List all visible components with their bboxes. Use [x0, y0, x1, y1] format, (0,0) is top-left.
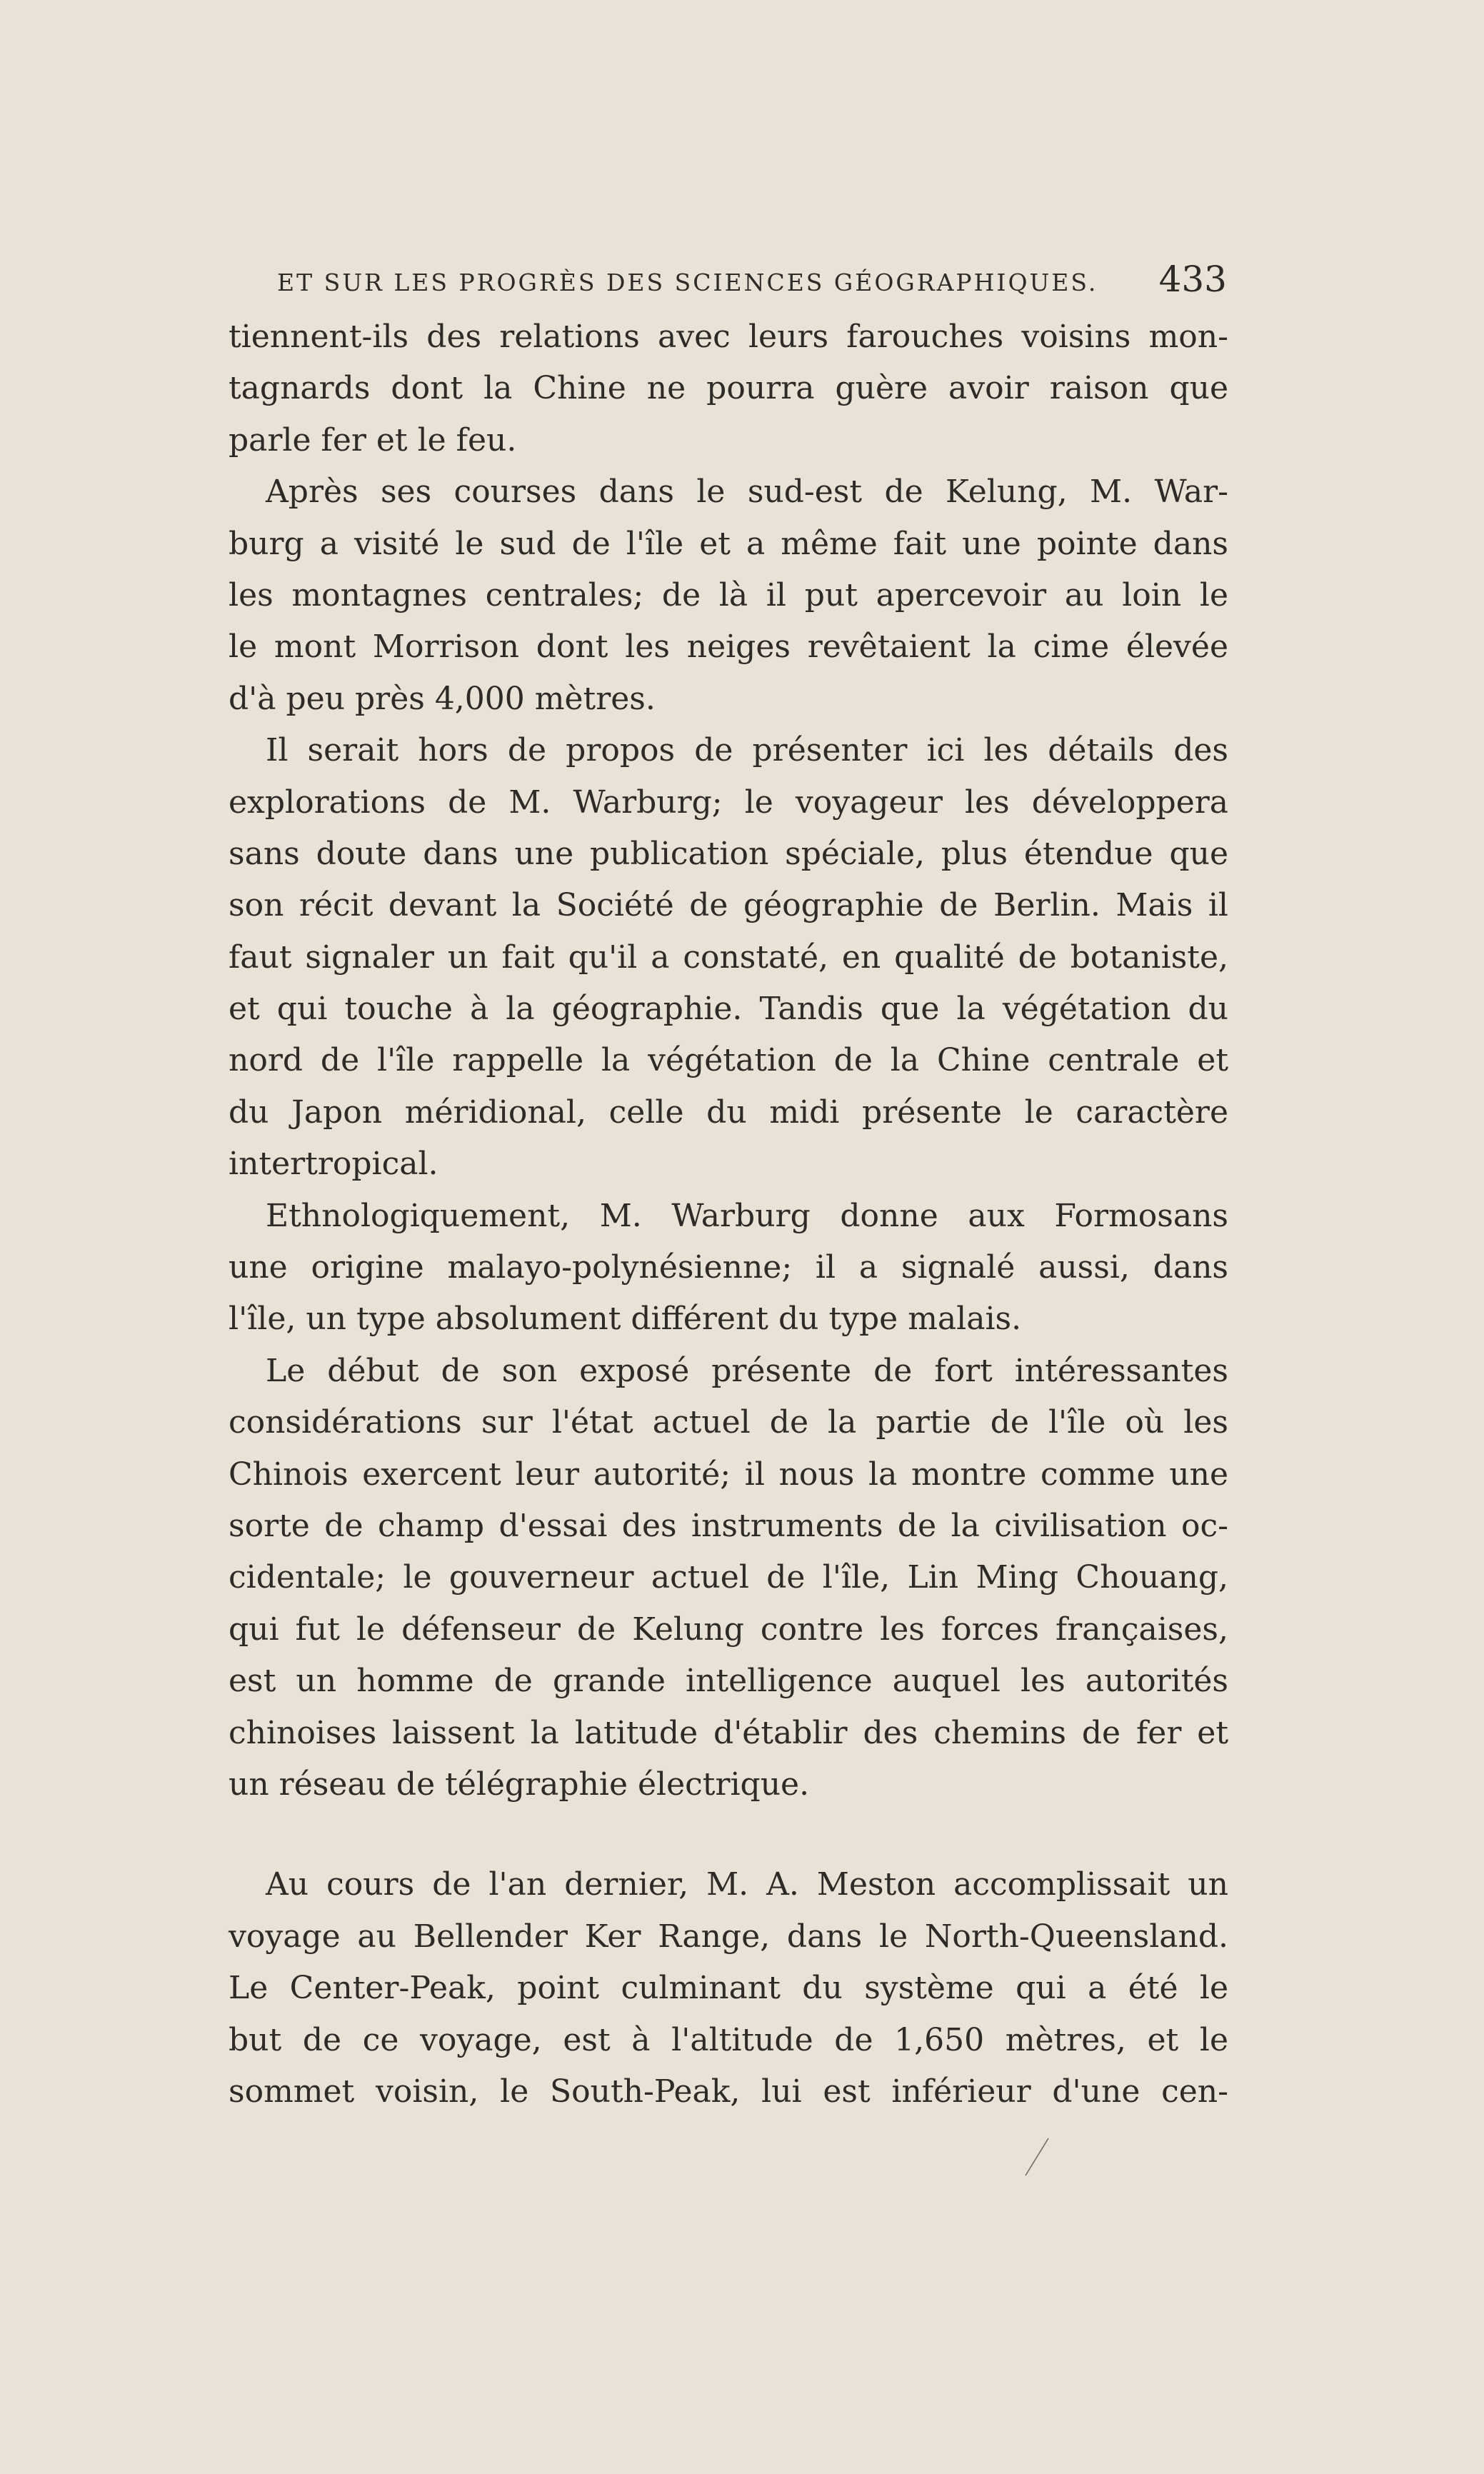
text-line: chinoises laissent la latitude d'établir des chemins de fer et: [229, 1714, 1228, 1751]
text-line: considérations sur l'état actuel de la partie de l'île où les: [229, 1404, 1228, 1441]
text-line: sommet voisin, le South-Peak, lui est inférieur d'une cen-: [229, 2073, 1228, 2110]
paragraph: [229, 466, 1228, 725]
text-line: une origine malayo-polynésienne; il a signalé aussi, dans: [229, 1249, 1228, 1286]
section-gap: [229, 1811, 1228, 1859]
text-line: faut signaler un fait qu'il a constaté, en qualité de botaniste,: [229, 938, 1228, 976]
text-line: Ethnologiquement, M. Warburg donne aux Formosans: [266, 1197, 1228, 1234]
text-line: son récit devant la Société de géographie de Berlin. Mais il: [229, 887, 1228, 924]
paragraph: [229, 1859, 1228, 2118]
text-line: et qui touche à la géographie. Tandis que la végétation du: [229, 991, 1228, 1028]
paragraph: [229, 311, 1228, 466]
text-line: tiennent-ils des relations avec leurs farouches voisins mon-: [229, 319, 1228, 355]
text-line: sans doute dans une publication spéciale, plus étendue que: [229, 835, 1228, 872]
text-line: intertropical.: [229, 1146, 438, 1183]
paragraph: [229, 1191, 1228, 1346]
text-line: Au cours de l'an dernier, M. A. Meston accomplissait un: [266, 1866, 1228, 1903]
text-line: explorations de M. Warburg; le voyageur les développera: [229, 783, 1228, 821]
text-line: les montagnes centrales; de là il put apercevoir au loin le: [229, 576, 1228, 614]
text-line: Le Center-Peak, point culminant du système qui a été le: [229, 1970, 1228, 2007]
text-line: voyage au Bellender Ker Range, dans le North-Queensland.: [229, 1918, 1228, 1955]
text-line: qui fut le défenseur de Kelung contre les forces françaises,: [229, 1611, 1228, 1648]
running-title: ET SUR LES PROGRÈS DES SCIENCES GÉOGRAPHIQUES.: [277, 269, 1098, 296]
text-line: burg a visité le sud de l'île et a même fait une pointe dans: [229, 525, 1228, 562]
text-line: Le début de son exposé présente de fort intéressantes: [266, 1352, 1228, 1389]
text-line: Après ses courses dans le sud-est de Kelung, M. War-: [266, 474, 1228, 511]
text-line: d'à peu près 4,000 mètres.: [229, 680, 656, 717]
paragraph: [229, 725, 1228, 1191]
text-line: l'île, un type absolument différent du type malais.: [229, 1301, 1022, 1338]
text-line: parle fer et le feu.: [229, 421, 517, 459]
text-line: Il serait hors de propos de présenter ici les détails des: [266, 732, 1228, 769]
text-line: tagnards dont la Chine ne pourra guère avoir raison que: [229, 370, 1228, 407]
text-line: cidentale; le gouverneur actuel de l'île, Lin Ming Chouang,: [229, 1559, 1228, 1596]
text-line: sorte de champ d'essai des instruments de la civilisation oc-: [229, 1507, 1228, 1544]
paragraph: [229, 1346, 1228, 1811]
pencil-mark: [1023, 2135, 1051, 2178]
page-number: 433: [1158, 259, 1227, 300]
text-line: Chinois exercent leur autorité; il nous la montre comme une: [229, 1456, 1228, 1493]
text-line: nord de l'île rappelle la végétation de la Chine centrale et: [229, 1042, 1228, 1079]
text-line: but de ce voyage, est à l'altitude de 1,650 mètres, et le: [229, 2021, 1228, 2058]
body-text: [229, 311, 1228, 2118]
text-line: un réseau de télégraphie électrique.: [229, 1766, 810, 1803]
running-head: [277, 259, 1227, 301]
text-line: du Japon méridional, celle du midi présente le caractère: [229, 1093, 1228, 1131]
text-line: le mont Morrison dont les neiges revêtaient la cime élevée: [229, 628, 1228, 666]
text-line: est un homme de grande intelligence auquel les autorités: [229, 1663, 1228, 1700]
